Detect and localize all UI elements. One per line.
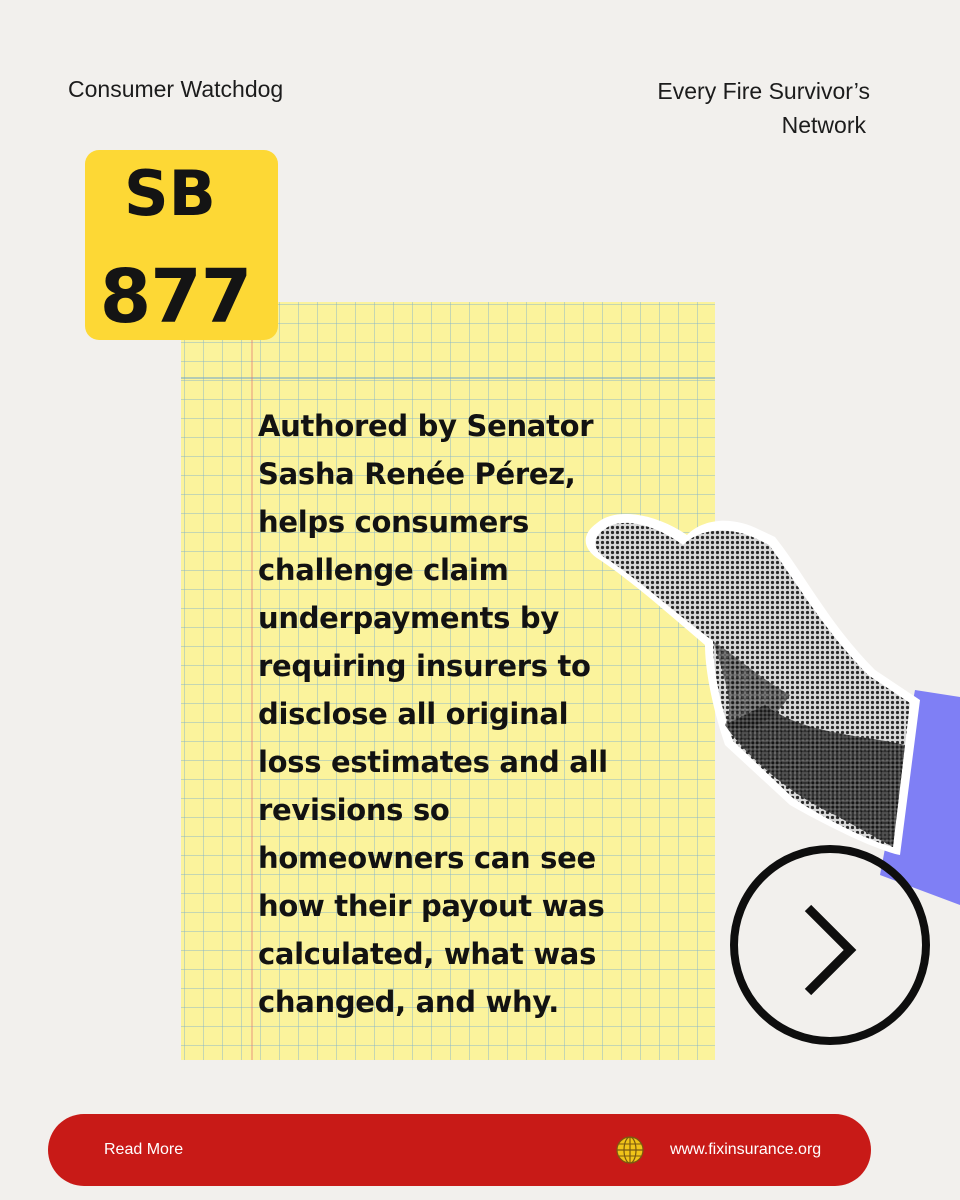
org-name-line-1: Every Fire Survivor’s (657, 78, 870, 104)
next-slide-button[interactable] (730, 845, 930, 1045)
bill-number-badge (85, 150, 278, 340)
description-line: calculated, what was (258, 937, 597, 971)
read-more-link[interactable]: Read More (104, 1141, 184, 1158)
bill-prefix: SB (124, 157, 216, 230)
footer-bar (48, 1114, 871, 1186)
bill-number: 877 (99, 254, 252, 340)
org-name-line-2: Network (781, 112, 866, 138)
description-line: underpayments by (258, 601, 559, 635)
website-link[interactable]: www.fixinsurance.org (670, 1141, 822, 1158)
description-line: helps consumers (258, 505, 529, 539)
description-line: how their payout was (258, 889, 605, 923)
description-line: challenge claim (258, 553, 509, 587)
consumer-watchdog-label: Consumer Watchdog (68, 76, 284, 102)
description-line: Sasha Renée Pérez, (258, 457, 576, 491)
bill-description (258, 402, 678, 1026)
description-line: changed, and why. (258, 985, 560, 1019)
description-line: Authored by Senator (258, 409, 594, 443)
chevron-right-icon (738, 853, 922, 1037)
description-line: homeowners can see (258, 841, 596, 875)
description-line: revisions so (258, 793, 450, 827)
description-line: loss estimates and all (258, 745, 608, 779)
description-line: disclose all original (258, 697, 569, 731)
fire-survivors-network-label (570, 74, 870, 142)
globe-icon (615, 1135, 645, 1165)
description-line: requiring insurers to (258, 649, 591, 683)
